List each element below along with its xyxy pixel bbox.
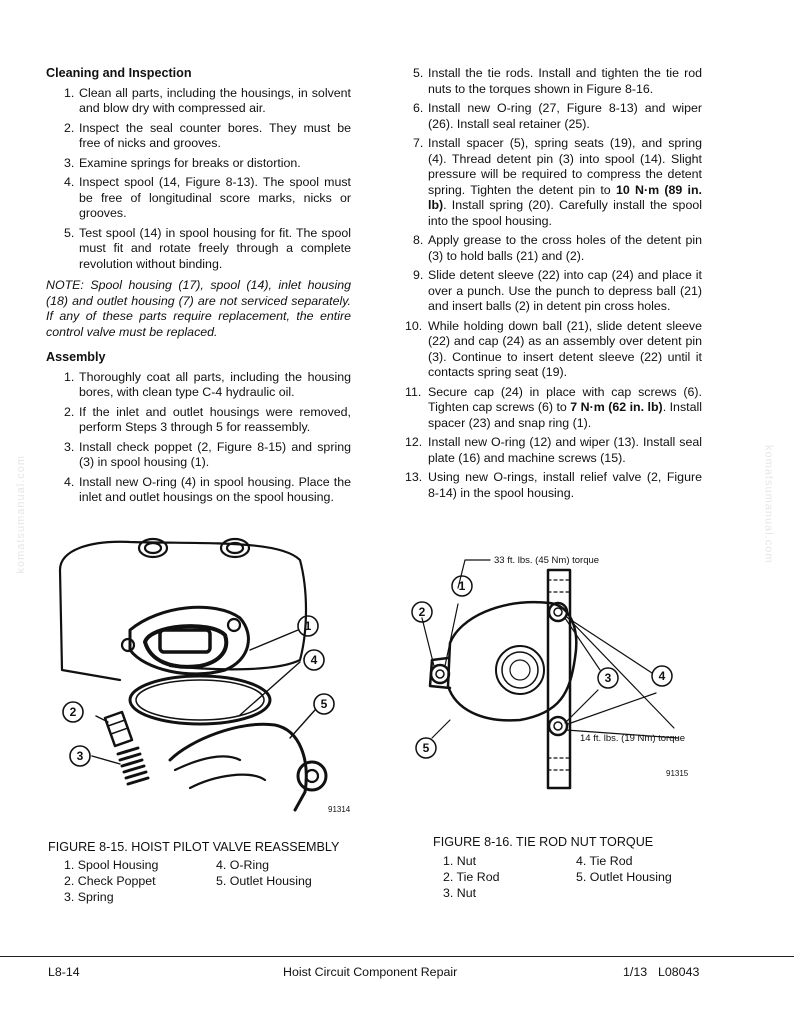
list-item: 13. Using new O-rings, install relief valve (2, Figure 8-14) in the spool housing. [405, 470, 702, 500]
legend-item: 3. Spring [64, 890, 114, 904]
watermark: komatsumanual.com [15, 455, 27, 574]
callout-5: 5 [320, 697, 328, 711]
legend-item: 1. Nut [443, 854, 477, 868]
torque-bottom-label: 14 ft. lbs. (19 Nm) torque [580, 733, 686, 744]
legend-item: 4. Tie Rod [576, 854, 633, 868]
cleaning-steps [46, 86, 351, 273]
left-column [46, 66, 351, 510]
list-item: 5. Test spool (14) in spool housing for fit. The spool must fit and rotate freely through a complete revolution without binding. [64, 225, 351, 271]
list-item: 1. Clean all parts, including the housings, in solvent and blow dry with compressed air. [64, 85, 351, 115]
callout-4: 4 [310, 653, 318, 667]
legend-item: 5. Outlet Housing [216, 874, 312, 888]
list-item: 4. Install new O-ring (4) in spool housing. Place the inlet and outlet housings on the spool housing. [64, 474, 351, 504]
callout-1: 1 [304, 619, 312, 633]
list-item: 3. Examine springs for breaks or distortion. [64, 155, 301, 170]
legend-item: 2. Check Poppet [64, 874, 156, 888]
list-item: 3. Install check poppet (2, Figure 8-15) and spring (3) in spool housing (1). [64, 439, 351, 469]
figure-8-15-legend [64, 857, 364, 907]
list-item: 5. Install the tie rods. Install and tighten the tie rod nuts to the torques shown in Figure 8-16. [413, 66, 702, 96]
list-item: 4. Inspect spool (14, Figure 8-13). The spool must be free of longitudinal score marks, nicks or grooves. [64, 175, 351, 220]
legend-item: 1. Spool Housing [64, 858, 159, 872]
list-item: 10. While holding down ball (21), slide detent sleeve (22) and cap (24) as an assembly over detent pin (3). Continue to insert detent sleeve (22) until it contacts spring seat (19). [405, 318, 702, 379]
torque-top-label: 33 ft. lbs. (45 Nm) torque [494, 555, 600, 566]
figure-code: 91315 [666, 769, 689, 778]
figure-8-15-caption: FIGURE 8-15. HOIST PILOT VALVE REASSEMBLY [48, 840, 340, 854]
watermark: komatsumanual.com [762, 445, 775, 564]
callout-5: 5 [422, 741, 430, 755]
figure-8-15-drawing [50, 530, 355, 820]
assembly-steps [46, 370, 351, 506]
callout-3: 3 [604, 671, 612, 685]
assembly-heading: Assembly [46, 350, 106, 364]
page-number: L8-14 [48, 965, 80, 979]
callout-2: 2 [418, 605, 426, 619]
figure-8-16-caption: FIGURE 8-16. TIE ROD NUT TORQUE [433, 835, 654, 849]
cleaning-heading: Cleaning and Inspection [46, 66, 192, 80]
legend-item: 3. Nut [443, 886, 477, 900]
callout-2: 2 [69, 705, 77, 719]
right-column [401, 66, 702, 505]
callout-1: 1 [458, 579, 466, 593]
legend-item: 4. O-Ring [216, 858, 270, 872]
figure-8-16-legend [443, 853, 743, 903]
footer-doc-number: L08043 [658, 965, 700, 979]
list-item: 6. Install new O-ring (27, Figure 8-13) and wiper (26). Install seal retainer (25). [413, 101, 702, 131]
list-item: 2. Inspect the seal counter bores. They must be free of nicks and grooves. [64, 120, 351, 150]
list-item: 9. Slide detent sleeve (22) into cap (24) and place it over a punch. Use the punch to depress ball (21) and insert balls (2) in detent pin cross holes. [413, 268, 702, 313]
callout-3: 3 [76, 749, 84, 763]
footer-title: Hoist Circuit Component Repair [283, 965, 458, 979]
figure-code: 91314 [328, 805, 351, 814]
list-item: 2. If the inlet and outlet housings were removed, perform Steps 3 through 5 for reassembly. [64, 404, 351, 434]
list-item: 8. Apply grease to the cross holes of the detent pin (3) to hold balls (21) and (2). [413, 233, 702, 263]
list-item: 12. Install new O-ring (12) and wiper (13). Install seal plate (16) and machine screws (15). [405, 435, 702, 465]
figure-8-16-drawing [410, 548, 710, 798]
callout-4: 4 [658, 669, 666, 683]
footer-divider [0, 956, 794, 957]
note: NOTE: Spool housing (17), spool (14), inlet housing (18) and outlet housing (7) are not serviced separately. If any of these parts require replacement, the entire control valve must be replaced. [46, 278, 351, 339]
footer-date: 1/13 [623, 965, 648, 979]
assembly-steps-continued [401, 66, 702, 501]
legend-item: 5. Outlet Housing [576, 870, 672, 884]
list-item: 7. Install spacer (5), spring seats (19), and spring (4). Thread detent pin (3) into spool (14). Slight pressure will be required to compress the detent spring. Tighten the detent pin to 10 N·m (89 in. lb). Install spring (20). Carefully install the spool into the spool housing. [413, 136, 702, 228]
list-item: 1. Thoroughly coat all parts, including the housing bores, with clean type C-4 hydraulic oil. [64, 369, 351, 399]
list-item: 11. Secure cap (24) in place with cap screws (6). Tighten cap screws (6) to 7 N·m (62 in. lb). Install spacer (23) and snap ring (1). [405, 384, 702, 430]
legend-item: 2. Tie Rod [443, 870, 500, 884]
